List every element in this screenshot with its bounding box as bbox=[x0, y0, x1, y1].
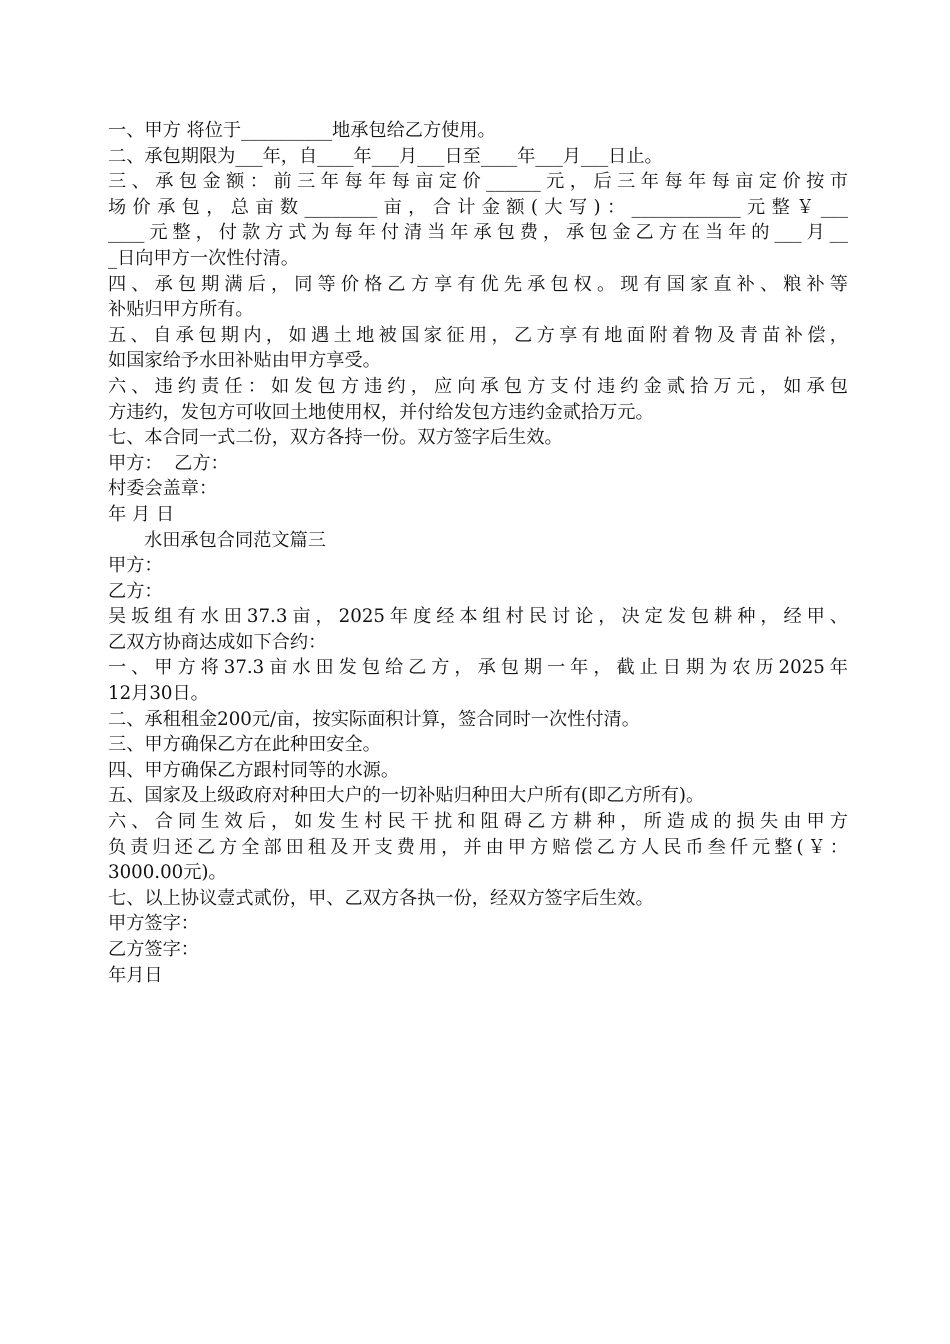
term-6-line-1: 六、合同生效后，如发生村民干扰和阻碍乙方耕种，所造成的损失由甲方 bbox=[108, 811, 848, 833]
term-5-line: 五、国家及上级政府对种田大户的一切补贴归种田大户所有(即乙方所有)。 bbox=[108, 785, 705, 807]
signature-parties-line: 甲方： 乙方： bbox=[108, 452, 229, 474]
clause-3-line-2: 场价承包，总亩数________亩，合计金额(大写)：____________元整￥___ bbox=[108, 196, 848, 218]
clause-2-line: 二、承包期限为___年，自____年___月___日至____年___月___日止。 bbox=[108, 145, 663, 167]
term-7-line: 七、以上协议壹式贰份，甲、乙双方各执一份，经双方签字后生效。 bbox=[108, 887, 654, 909]
contract-document bbox=[108, 118, 848, 988]
party-a-signature-line: 甲方签字： bbox=[108, 913, 199, 935]
contract-section-a bbox=[108, 118, 848, 528]
clause-1-line: 一、甲方 将位于__________地承包给乙方使用。 bbox=[108, 120, 496, 141]
clause-3-line-1: 三、承包金额：前三年每年每亩定价______元，后三年每年每亩定价按市 bbox=[108, 171, 848, 193]
contract-section-b bbox=[108, 553, 848, 988]
intro-line-2: 乙双方协商达成如下合约： bbox=[108, 631, 327, 653]
clause-5-line-2: 如国家给予水田补贴由甲方享受。 bbox=[108, 350, 381, 372]
village-seal-line: 村委会盖章： bbox=[108, 478, 218, 500]
clause-6-line-1: 六、违约责任：如发包方违约，应向承包方支付违约金贰拾万元，如承包 bbox=[108, 375, 848, 397]
term-6-line-2: 负责归还乙方全部田租及开支费用，并由甲方赔偿乙方人民币叁仟元整(￥： bbox=[108, 836, 848, 858]
date-line: 年 月 日 bbox=[108, 503, 175, 525]
term-1-line-2: 12月30日。 bbox=[108, 683, 209, 705]
clause-6-line-2: 方违约，发包方可收回土地使用权，并付给发包方违约金贰拾万元。 bbox=[108, 401, 654, 423]
term-2-line: 二、承租租金200元/亩，按实际面积计算，签合同时一次性付清。 bbox=[108, 708, 640, 730]
term-6-line-3: 3000.00元)。 bbox=[108, 862, 227, 884]
term-1-line-1: 一、甲方将37.3亩水田发包给乙方，承包期一年，截止日期为农历2025年 bbox=[108, 657, 848, 679]
party-a-line: 甲方： bbox=[108, 555, 163, 577]
clause-4-line-2: 补贴归甲方所有。 bbox=[108, 299, 254, 321]
intro-line-1: 吴坂组有水田37.3亩，2025年度经本组村民讨论，决定发包耕种，经甲、 bbox=[108, 606, 848, 628]
clause-7-line: 七、本合同一式二份，双方各持一份。双方签字后生效。 bbox=[108, 427, 563, 449]
clause-4-line-1: 四、承包期满后，同等价格乙方享有优先承包权。现有国家直补、粮补等 bbox=[108, 273, 848, 295]
party-b-signature-line: 乙方签字： bbox=[108, 939, 199, 960]
term-4-line: 四、甲方确保乙方跟村同等的水源。 bbox=[108, 759, 400, 781]
clause-3-line-3: ____元整，付款方式为每年付清当年承包费，承包金乙方在当年的___月__ bbox=[108, 222, 848, 244]
section-title: 水田承包合同范文篇三 bbox=[144, 529, 326, 551]
term-3-line: 三、甲方确保乙方在此种田安全。 bbox=[108, 734, 381, 756]
clause-3-line-4: _日向甲方一次性付清。 bbox=[108, 247, 299, 269]
clause-5-line-1: 五、自承包期内，如遇土地被国家征用，乙方享有地面附着物及青苗补偿， bbox=[108, 324, 848, 346]
party-b-line: 乙方： bbox=[108, 580, 163, 602]
signing-date-line: 年月日 bbox=[108, 964, 163, 986]
